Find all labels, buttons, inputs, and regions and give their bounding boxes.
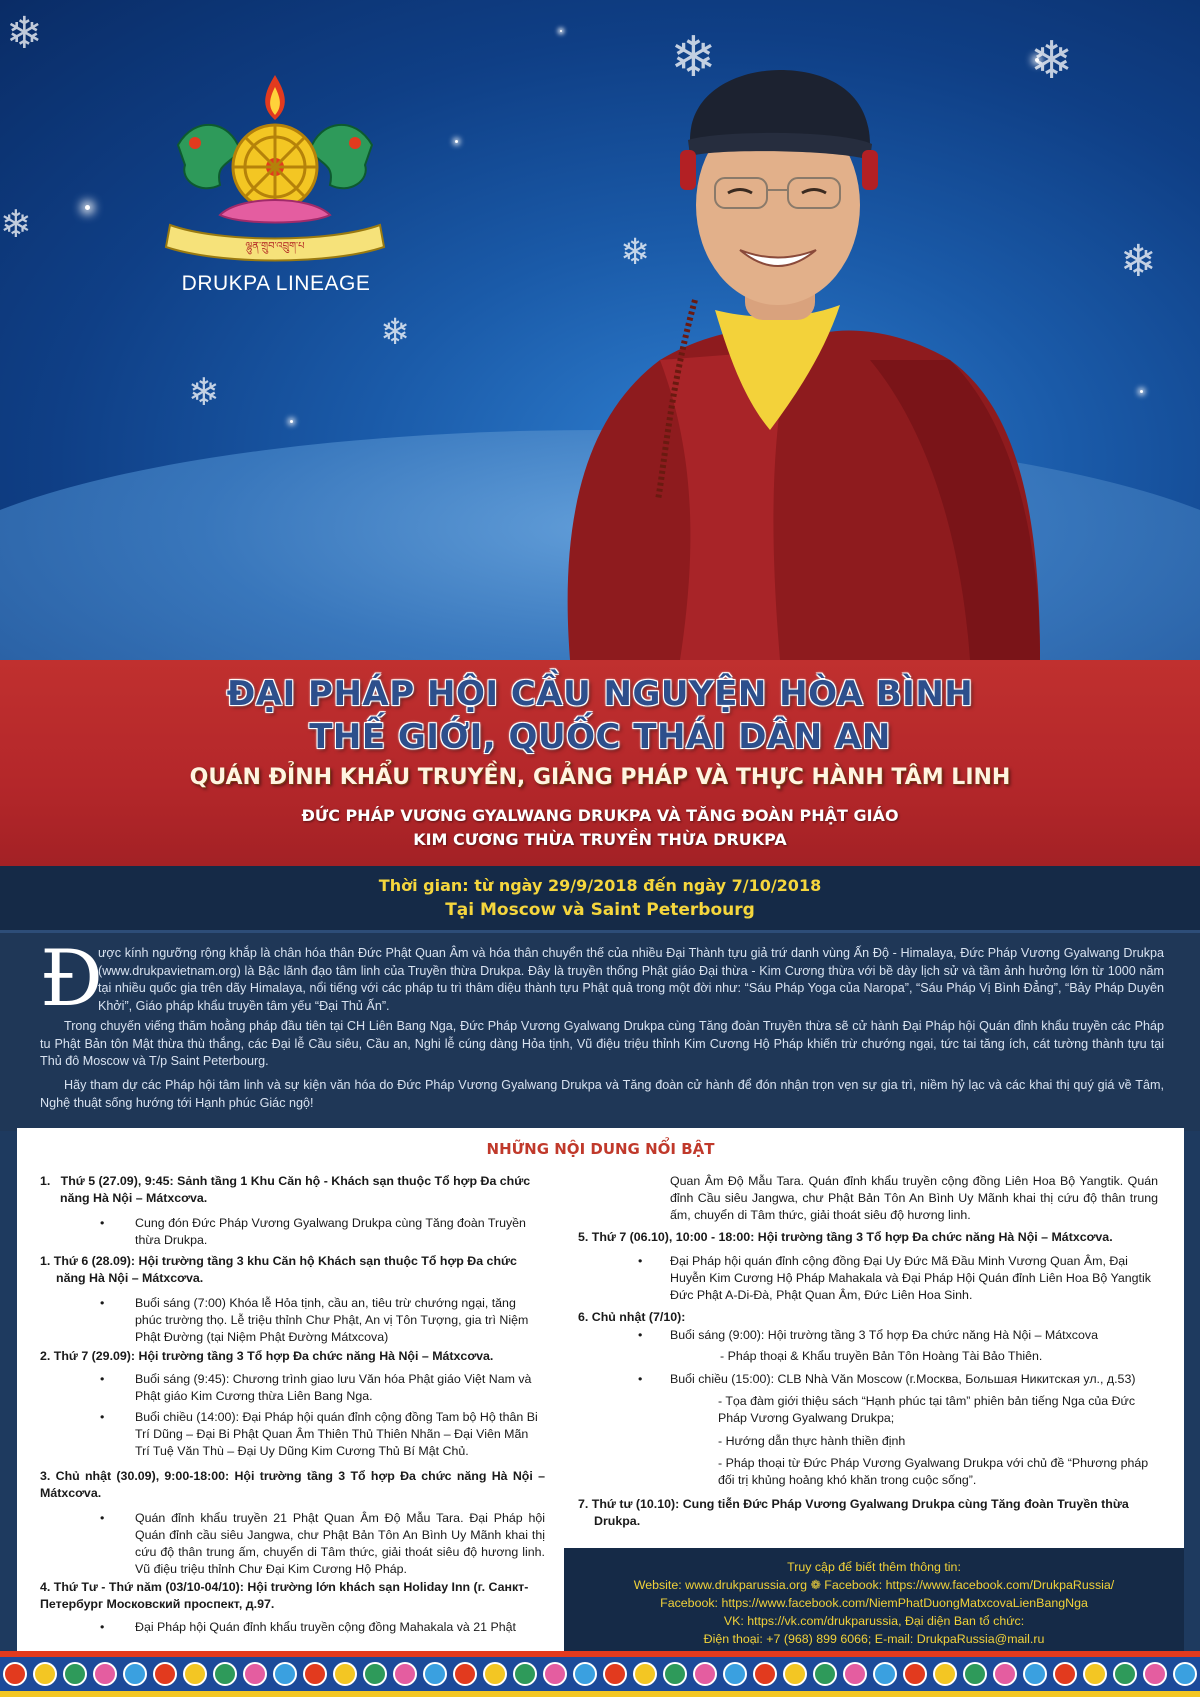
drop-cap: Đ [40,934,103,1024]
border-motif [94,1663,116,1685]
bullet-text: Đại Pháp hội quán đỉnh cộng đồng Đại Uy Đức Mã Đầu Minh Vương Quan Âm, Đại Huyễn Kim Cương Hộ Pháp Mahakala và Đại Pháp Hội Quán đỉnh Liên Hoa Bộ Yangtik Đức Phật A-Di-Đà, Phật Quan Âm, Đức Liên Hoa Sinh. [670,1254,1151,1302]
bullet-text: Buổi chiều (15:00): CLB Nhà Văn Moscow (г.Москва, Большая Никитская ул., д.53) [670,1372,1136,1386]
bullet-text: Cung đón Đức Pháp Vương Gyalwang Drukpa cùng Tăng đoàn Truyền thừa Drukpa. [135,1216,526,1247]
border-motif [724,1663,746,1685]
time-band [0,866,1200,930]
snowflake-icon: ❄ [1120,236,1157,287]
master-portrait [540,60,1060,660]
border-motif [364,1663,386,1685]
snowflake-icon: ❄ [188,370,220,414]
info-facebook[interactable]: Facebook: https://www.facebook.com/NiemPhatDuongMatxcovaLienBangNga [660,1596,1088,1610]
border-motif [124,1663,146,1685]
sub-item: - Pháp thoại & Khẩu truyền Bản Tôn Hoàng Tài Bảo Thiên. [720,1349,1043,1363]
schedule-item [40,1348,545,1460]
border-motif [664,1663,686,1685]
border-motif [394,1663,416,1685]
border-motif [304,1663,326,1685]
bullet-text: Buổi sáng (9:00): Hội trường tầng 3 Tổ hợp Đa chức năng Hà Nội – Mátxcova [670,1328,1098,1342]
border-motif [34,1663,56,1685]
info-phone-email[interactable]: Điện thoại: +7 (968) 899 6066; E-mail: DrukpaRussia@mail.ru [703,1632,1045,1646]
item-heading: 3. Chủ nhật (30.09), 9:00-18:00: Hội trường tầng 3 Tổ hợp Đa chức năng Hà Nội – Mátxcơva. [40,1469,545,1500]
border-motif [334,1663,356,1685]
info-heading: Truy cập để biết thêm thông tin: [787,1560,961,1574]
item-heading: 4. Thứ Tư - Thứ năm (03/10-04/10): Hội trường lớn khách sạn Holiday Inn (г. Санкт-Петербург Московский проспект, д.97. [40,1580,529,1611]
title-band [0,660,1200,866]
intro-section [0,930,1200,1131]
sparkle [290,420,293,423]
subtitle-line: QUÁN ĐỈNH KHẨU TRUYỀN, GIẢNG PHÁP VÀ THỰC HÀNH TÂM LINH [189,765,1011,790]
intro-paragraph-1: ược kính ngưỡng rộng khắp là chân hóa thân Đức Phật Quan Âm và hóa thân chuyển thế của nhiều Đại Thành tựu giả trứ danh vùng Ấn Độ - Himalaya, Đức Pháp Vương Gyalwang Drukpa (www.drukpavietnam.org) là Bậc lãnh đạo tâm linh của Truyền thừa Drukpa. Đây là truyền thống Phật giáo Đại thừa - Kim Cương thừa với bề dày lịch sử và tầm ảnh hưởng lớn từ 1000 năm tại nhiều quốc gia trên dãy Himalaya, nổi tiếng với các pháp tu trì thâm diệu thành tựu Phật quả trong một đời như: “Sáu Pháp Yoga của Naropa”, “Sáu Pháp Vị Bình Đẳng”, “Bảy Pháp Duyên Khởi”, Giáo pháp khẩu truyền tâm yếu “Đại Thủ Ấn”. [98,946,1164,1013]
bullet-dot: • [100,1216,105,1230]
item-heading: 2. Thứ 7 (29.09): Hội trường tầng 3 Tổ hợp Đa chức năng Hà Nội – Mátxcơva. [40,1349,494,1363]
border-motif [214,1663,236,1685]
border-motif [784,1663,806,1685]
location: Tại Moscow và Saint Peterbourg [445,900,755,920]
border-motif [484,1663,506,1685]
sparkle [85,205,90,210]
title-line-2: THẾ GIỚI, QUỐC THÁI DÂN AN [309,717,891,757]
organizer-lines [0,804,1200,852]
border-motif [154,1663,176,1685]
border-motif [1084,1663,1106,1685]
lineage-label: DRUKPA LINEAGE [181,272,371,295]
bullet-text: Buổi sáng (7:00) Khóa lễ Hỏa tịnh, cầu an, tiêu trừ chướng ngại, tăng phúc trường thọ. Lễ triệu thỉnh Chư Phật, An vị Tôn Tượng, gia trì Niệm Phật Đường (tại Niệm Phật Đường Mátxcova) [135,1296,529,1344]
sparkle [1140,390,1143,393]
schedule-item [40,1579,545,1636]
snowflake-icon: ❄ [380,312,411,353]
decorative-border [0,1651,1200,1697]
border-motif [994,1663,1016,1685]
border-motif [874,1663,896,1685]
hero-banner [0,0,1200,660]
bullet-dot: • [638,1254,643,1268]
border-motif [1024,1663,1046,1685]
border-motif [274,1663,296,1685]
border-motif [1114,1663,1136,1685]
border-motif [694,1663,716,1685]
bullet-dot: • [100,1296,105,1310]
border-motif [844,1663,866,1685]
border-motif [184,1663,206,1685]
border-motif [64,1663,86,1685]
highlights-title: NHỮNG NỘI DUNG NỔI BẬT [486,1140,715,1158]
schedule-item [40,1468,545,1578]
item-heading-7: 7. Thứ tư (10.10): Cung tiễn Đức Pháp Vương Gyalwang Drukpa cùng Tăng đoàn Truyền thừa Drukpa. [578,1497,1129,1528]
border-motif [904,1663,926,1685]
sub-item: - Tọa đàm giới thiệu sách “Hạnh phúc tại tâm” phiên bản tiếng Nga của Đức Pháp Vương Gyalwang Drukpa; [718,1394,1136,1425]
schedule-item [40,1173,545,1249]
border-motif [754,1663,776,1685]
schedule-bullet [638,1253,1158,1304]
item-heading-6: 6. Chủ nhật (7/10): [578,1310,686,1324]
snowflake-icon: ❄ [0,202,32,246]
snowflake-icon: ❄ [1030,31,1074,91]
snowflake-icon: ❄ [6,8,43,59]
emblem-ribbon-text: ལྷུན་གྲུབ་འབྲུག་པ [245,241,305,252]
intro-paragraph-3: Hãy tham dự các Pháp hội tâm linh và sự kiện văn hóa do Đức Pháp Vương Gyalwang Drukpa và Tăng đoàn cử hành để đón nhận trọn vẹn sự gia trì, niềm hỷ lạc và các khai thị quý giá về Tâm, Nghệ thuật sống hướng tới Hạnh phúc Giác ngộ! [40,1078,1164,1110]
organizer-line-1: ĐỨC PHÁP VƯƠNG GYALWANG DRUKPA VÀ TĂNG ĐOÀN PHẬT GIÁO [301,806,899,825]
item-number: 1. [40,1174,51,1188]
intro-paragraph-2: Trong chuyến viếng thăm hoằng pháp đầu tiên tại CH Liên Bang Nga, Đức Pháp Vương Gyalwang Drukpa cùng Tăng đoàn Truyền thừa sẽ cử hành Đại Pháp hội Quán đỉnh khẩu truyền các Pháp tu Phật Bản tôn Mật thừa thù thắng, các Đại lễ Cầu siêu, Cầu an, Nghi lễ cúng dàng Hỏa tịnh, Vũ điệu triệu thỉnh Kim Cương Hộ Pháp khiến trừ chướng ngại, tức tai tăng ích, cát tường thành tựu tại Thủ đô Moscow và T/p Saint Peterbourg. [40,1019,1164,1068]
border-motif [814,1663,836,1685]
title-line-1: ĐẠI PHÁP HỘI CẦU NGUYỆN HÒA BÌNH [226,674,974,714]
organizer-line-2: KIM CƯƠNG THỪA TRUYỀN THỪA DRUKPA [413,830,787,849]
border-motif [1174,1663,1196,1685]
continued-text: Quan Âm Độ Mẫu Tara. Quán đỉnh khẩu truyền cộng đồng Liên Hoa Bộ Yangtik. Quán đỉnh Cầu siêu Jangwa, chư Phật Bản Tôn An Bình Uy Mãnh khai thị cứu độ thân trung ấm, chuyển di Tâm thức, giải thoát siêu độ hương linh. [670,1174,1158,1222]
bullet-dot: • [638,1328,643,1342]
contact-info-box [564,1548,1184,1651]
info-vk[interactable]: VK: https://vk.com/drukparussia, Đại diện Ban tổ chức: [723,1614,1025,1628]
border-motif [424,1663,446,1685]
drukpa-emblem-logo [160,75,390,265]
bullet-text: Buổi sáng (9:45): Chương trình giao lưu Văn hóa Phật giáo Việt Nam và Phật giáo Kim Cương thừa Liên Bang Nga. [135,1372,532,1403]
schedule-bullet [638,1327,1158,1344]
item-heading: 1. Thứ 6 (28.09): Hội trường tầng 3 khu Căn hộ Khách sạn thuộc Tổ hợp Đa chức năng Hà Nội – Mátxcơva. [40,1254,517,1285]
bullet-dot: • [638,1372,643,1386]
bullet-text: Đại Pháp hội Quán đỉnh khẩu truyền cộng đồng Mahakala và 21 Phật [135,1620,516,1634]
sparkle [560,30,562,32]
snowflake-icon: ❄ [670,25,717,90]
sub-item: - Hướng dẫn thực hành thiền định [718,1434,906,1448]
border-motif [964,1663,986,1685]
bullet-text: Quán đỉnh khẩu truyền 21 Phật Quan Âm Độ Mẫu Tara. Đại Pháp hội Quán đỉnh cầu siêu Jangwa, chư Phật Bản Tôn An Bình Uy Mãnh khai thị cứu độ thân trung ấm, chuyển di Tâm thức, giải thoát siêu độ hương linh. Vũ điệu triệu thỉnh Chư Đại Kim Cương Hộ Pháp. [135,1511,545,1576]
border-motif [4,1663,26,1685]
border-motif [1054,1663,1076,1685]
item-heading: Thứ 5 (27.09), 9:45: Sảnh tầng 1 Khu Căn hộ - Khách sạn thuộc Tổ hợp Đa chức năng Hà Nội – Mátxcơva. [60,1174,531,1205]
bullet-dot: • [100,1511,105,1525]
sub-item: - Pháp thoại từ Đức Pháp Vương Gyalwang Drukpa với chủ đề “Phương pháp đối trị khủng hoảng khó khăn trong cuộc sống”. [718,1456,1149,1487]
bullet-dot: • [100,1410,105,1424]
item-heading-5: 5. Thứ 7 (06.10), 10:00 - 18:00: Hội trường tầng 3 Tổ hợp Đa chức năng Hà Nội – Mátxcơva. [578,1230,1113,1244]
bullet-text: Buổi chiều (14:00): Đại Pháp hội quán đỉnh cộng đồng Tam bộ Hộ thân Bi Trí Dũng – Đại Bi Phật Quan Âm Thiên Thủ Thiên Nhãn – Đại Viên Mãn Trí Tuệ Văn Thù – Đại Uy Dũng Kim Cương Thủ Bí Mật Chủ. [135,1410,538,1458]
border-motif [934,1663,956,1685]
bullet-dot: • [100,1372,105,1386]
schedule-item [40,1253,545,1346]
border-motif [574,1663,596,1685]
time-range: Thời gian: từ ngày 29/9/2018 đến ngày 7/10/2018 [378,876,822,895]
info-website[interactable]: Website: www.drukparussia.org ❁ Facebook: https://www.facebook.com/DrukpaRussia/ [633,1578,1115,1592]
schedule-bullet [638,1371,1158,1388]
sparkle [455,140,458,143]
border-motif [1144,1663,1166,1685]
border-motif [634,1663,656,1685]
border-motif [454,1663,476,1685]
bullet-dot: • [100,1620,105,1634]
snowflake-icon: ❄ [620,232,651,273]
border-motif [604,1663,626,1685]
border-motif [244,1663,266,1685]
border-motif [544,1663,566,1685]
border-motif [514,1663,536,1685]
